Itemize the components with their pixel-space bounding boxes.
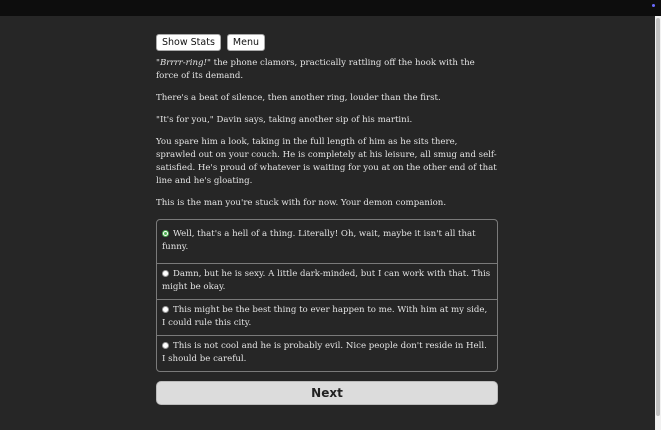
radio-unselected-icon[interactable]: [162, 342, 169, 349]
choice-option-2[interactable]: [157, 263, 497, 299]
show-stats-button[interactable]: Show Stats: [156, 34, 221, 51]
story-paragraph-1-rest: the phone clamors, practically rattling off the hook with the force of its demand.: [156, 58, 475, 81]
choice-label-3: This might be the best thing to ever happen to me. With him at my side, I could rule this city.: [162, 305, 488, 328]
story-paragraph-4: You spare him a look, taking in the full length of him as he sits there, sprawled out on your couch. He is completely at his leisure, all smug and self-satisfied. He's proud of whatever is waiting for you at on the other end of that line and he's gloating.: [156, 137, 497, 186]
radio-unselected-icon[interactable]: [162, 306, 169, 313]
story-paragraph-3: "It's for you," Davin says, taking another sip of his martini.: [156, 115, 413, 125]
story-paragraph-5: This is the man you're stuck with for now. Your demon companion.: [156, 198, 447, 208]
choice-list: [156, 219, 498, 372]
window-top-bar: [0, 0, 661, 16]
choice-option-3[interactable]: [157, 299, 497, 335]
radio-unselected-icon[interactable]: [162, 270, 169, 277]
choice-option-4[interactable]: [157, 335, 497, 371]
choice-label-4: This is not cool and he is probably evil. Nice people don't reside in Hell. I should be careful.: [162, 341, 487, 364]
story-paragraph-1: [156, 57, 498, 83]
next-button[interactable]: Next: [156, 381, 498, 405]
choice-option-1[interactable]: [157, 220, 497, 263]
menu-button[interactable]: Menu: [227, 34, 265, 51]
scrollbar-thumb[interactable]: [656, 18, 660, 416]
phone-ring-text: "Brrrr-ring!": [156, 58, 211, 68]
radio-selected-icon[interactable]: [162, 230, 169, 237]
choice-label-2: Damn, but he is sexy. A little dark-minded, but I can work with that. This might be okay.: [162, 269, 491, 292]
game-content: [156, 34, 498, 405]
scrollbar[interactable]: [655, 16, 661, 430]
choice-label-1: Well, that's a hell of a thing. Literally! Oh, wait, maybe it isn't all that funny.: [162, 229, 476, 252]
header-buttons: [156, 34, 498, 51]
story-paragraph-2: There's a beat of silence, then another ring, louder than the first.: [156, 93, 441, 103]
indicator-dot-icon: [652, 4, 655, 7]
